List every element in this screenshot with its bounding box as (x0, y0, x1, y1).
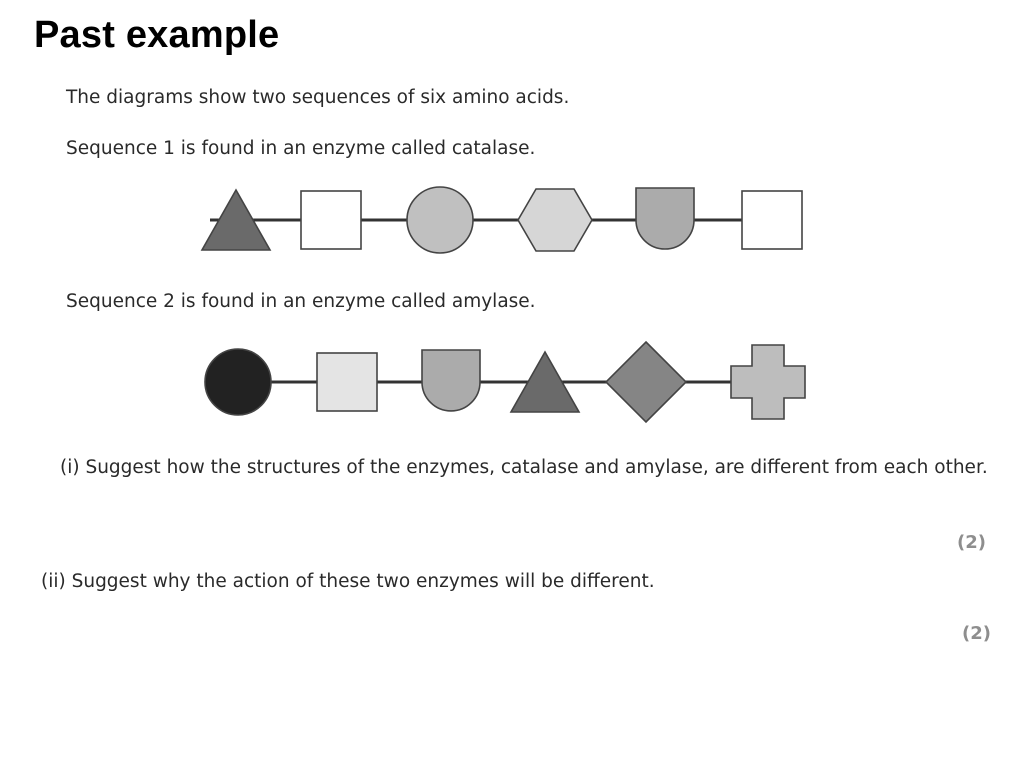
question-part-i (22, 455, 1007, 481)
sequence-1-caption: Sequence 1 is found in an enzyme called catalase. (66, 138, 536, 159)
question-part-ii: (ii) Suggest why the action of these two enzymes will be different. (41, 571, 655, 592)
sequence-1-amino-acid-6-square (742, 191, 802, 249)
part-i-marks: (2) (957, 532, 986, 553)
sequence-1-amino-acid-2-square (301, 191, 361, 249)
sequence-2-caption: Sequence 2 is found in an enzyme called amylase. (66, 291, 536, 312)
part-ii-marks: (2) (962, 623, 991, 644)
sequence-1-amino-acid-3-circle (407, 187, 473, 253)
sequence-1-amino-acid-5-arch (636, 188, 694, 249)
question-intro: The diagrams show two sequences of six amino acids. (66, 87, 570, 108)
question-part-i-text: (i) Suggest how the structures of the enzymes, catalase and amylase, are different from each other. (60, 457, 988, 478)
sequence-1-amino-acid-4-hexagon (518, 189, 592, 251)
slide-title: Past example (34, 14, 280, 56)
